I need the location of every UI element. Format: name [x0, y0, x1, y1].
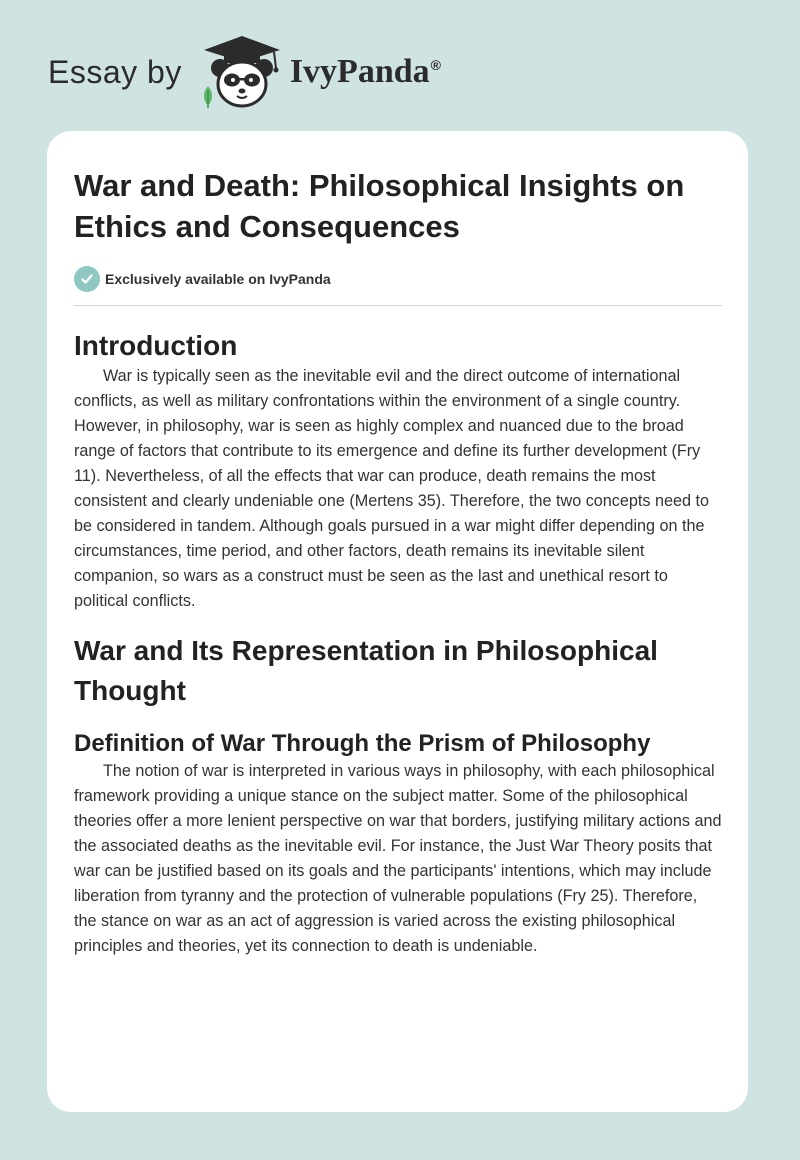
essay-by-label: Essay by	[48, 53, 182, 90]
subsection-heading-definition: Definition of War Through the Prism of Philosophy	[74, 730, 651, 757]
site-header	[48, 34, 441, 110]
section-heading-war-representation: War and Its Representation in Philosophical Thought	[74, 635, 658, 706]
essay-title: War and Death: Philosophical Insights on Ethics and Consequences	[74, 168, 685, 244]
definition-paragraph: The notion of war is interpreted in various ways in philosophy, with each philosophical framework providing a unique stance on the subject matter. Some of the philosophical theories offer a more lenient perspective on war that borders, justifying military actions and the associated deaths as the inevitable evil. For instance, the Just War Theory posits that war can be justified based on its goals and the participants' intentions, which may include liberation from tyranny and the protection of vulnerable populations (Fry 25). Therefore, the stance on war as an act of aggression is varied across the existing philosophical principles and theories, yet its connection to death is undeniable.	[74, 762, 722, 955]
checkmark-icon	[74, 266, 100, 292]
registered-mark: ®	[430, 56, 441, 73]
brand-name[interactable]	[290, 53, 441, 91]
divider	[74, 305, 722, 306]
section-heading-introduction: Introduction	[74, 330, 238, 361]
essay-card	[47, 131, 748, 1112]
panda-logo-icon[interactable]	[196, 34, 288, 110]
exclusive-badge	[74, 266, 722, 292]
brand-name-text: IvyPanda	[289, 53, 430, 90]
exclusive-label: Exclusively available on IvyPanda	[105, 271, 331, 287]
introduction-paragraph: War is typically seen as the inevitable evil and the direct outcome of international conflicts, as well as military confrontations within the environment of a single country. However, in philosophy, war is seen as highly complex and nuanced due to the broad range of factors that contribute to its emergence and define its further development (Fry 11). Nevertheless, of all the effects that war can produce, death remains the most consistent and clearly undeniable one (Mertens 35). Therefore, the two concepts need to be considered in tandem. Although goals pursued in a war might differ depending on the circumstances, time period, and other factors, death remains its inevitable silent companion, so wars as a construct must be seen as the last and unethical resort to political conflicts.	[74, 367, 709, 610]
